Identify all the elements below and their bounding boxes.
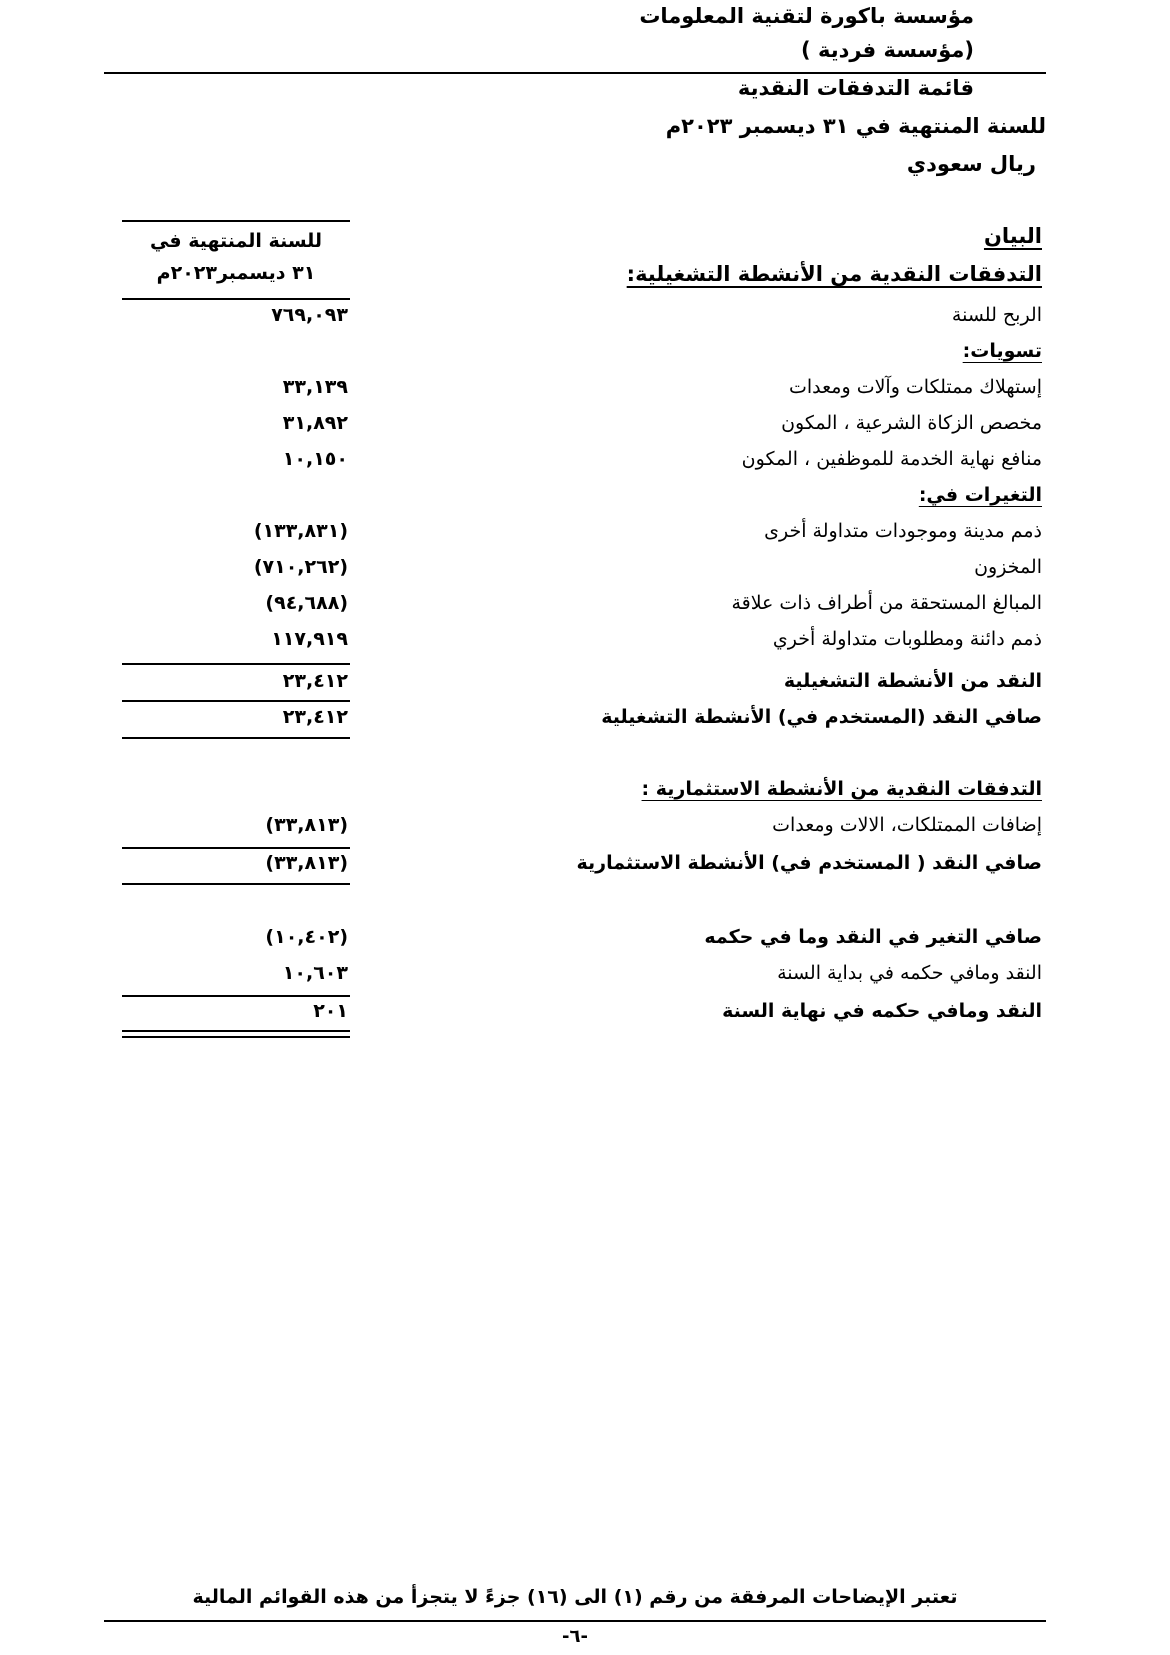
entity-type: (مؤسسة فردية ) <box>801 38 974 62</box>
payables-value: ١١٧,٩١٩ <box>271 628 348 650</box>
opening-cash-label: النقد ومافي حكمه في بداية السنة <box>777 962 1042 984</box>
page-number: -٦- <box>562 1626 588 1647</box>
net-investing-label: صافي النقد ( المستخدم في) الأنشطة الاستثمارية <box>576 852 1042 874</box>
receivables-value: (١٣٣,٨٣١) <box>253 520 348 542</box>
statement-period: للسنة المنتهية في ٣١ ديسمبر ٢٠٢٣م <box>665 114 1046 138</box>
changes-heading: التغيرات في: <box>918 484 1042 506</box>
payables-label: ذمم دائنة ومطلوبات متداولة أخري <box>772 628 1042 650</box>
header-divider <box>104 72 1046 74</box>
eosb-label: منافع نهاية الخدمة للموظفين ، المكون <box>741 448 1042 470</box>
net-investing-value: (٣٣,٨١٣) <box>265 852 348 874</box>
related-parties-value: (٩٤,٦٨٨) <box>265 592 348 614</box>
double-underline-bottom <box>122 1036 350 1038</box>
period-column-header-line2: ٣١ ديسمبر٢٠٢٣م <box>156 262 316 284</box>
period-column-header-line1: للسنة المنتهية في <box>149 230 323 252</box>
footer-divider <box>104 1620 1046 1622</box>
net-change-value: (١٠,٤٠٢) <box>265 926 348 948</box>
depreciation-label: إستهلاك ممتلكات وآلات ومعدات <box>789 376 1042 398</box>
inventory-value: (٧١٠,٢٦٢) <box>253 556 348 578</box>
period-column-header-underline <box>122 298 350 300</box>
double-underline-top <box>122 1030 350 1032</box>
operating-heading: التدفقات النقدية من الأنشطة التشغيلية: <box>626 262 1042 286</box>
net-change-label: صافي التغير في النقد وما في حكمه <box>704 926 1042 948</box>
closing-cash-value: ٢٠١ <box>313 1000 348 1022</box>
subtotal-line <box>122 663 350 665</box>
currency-label: ريال سعودي <box>906 152 1036 176</box>
zakat-value: ٣١,٨٩٢ <box>282 412 348 434</box>
company-name: مؤسسة باكورة لتقنية المعلومات <box>639 4 974 28</box>
profit-value: ٧٦٩,٠٩٣ <box>271 304 348 326</box>
cash-from-operations-value: ٢٣,٤١٢ <box>282 670 348 692</box>
net-operating-value: ٢٣,٤١٢ <box>282 706 348 728</box>
adjustments-heading: تسويات: <box>962 340 1042 362</box>
depreciation-value: ٣٣,١٣٩ <box>282 376 348 398</box>
zakat-label: مخصص الزكاة الشرعية ، المكون <box>781 412 1042 434</box>
closing-cash-label: النقد ومافي حكمه في نهاية السنة <box>722 1000 1042 1022</box>
profit-label: الربح للسنة <box>951 304 1042 326</box>
additions-value: (٣٣,٨١٣) <box>265 814 348 836</box>
footer-note: تعتبر الإيضاحات المرفقة من رقم (١) الى (١٦) جزءً لا يتجزأ من هذه القوائم المالية <box>192 1586 958 1608</box>
related-parties-label: المبالغ المستحقة من أطراف ذات علاقة <box>731 592 1042 614</box>
eosb-value: ١٠,١٥٠ <box>282 448 348 470</box>
receivables-label: ذمم مدينة وموجودات متداولة أخرى <box>764 520 1042 542</box>
cash-from-operations-label: النقد من الأنشطة التشغيلية <box>783 670 1042 692</box>
period-column-top-line <box>122 220 350 222</box>
subtotal-line <box>122 847 350 849</box>
opening-cash-value: ١٠,٦٠٣ <box>282 962 348 984</box>
subtotal-line <box>122 995 350 997</box>
investing-heading: التدفقات النقدية من الأنشطة الاستثمارية : <box>641 778 1042 800</box>
total-line <box>122 883 350 885</box>
description-column-header: البيان <box>983 224 1042 248</box>
additions-label: إضافات الممتلكات، الالات ومعدات <box>772 814 1042 836</box>
statement-title: قائمة التدفقات النقدية <box>737 76 974 100</box>
net-operating-label: صافي النقد (المستخدم في) الأنشطة التشغيلية <box>601 706 1042 728</box>
total-line <box>122 737 350 739</box>
subtotal-line <box>122 700 350 702</box>
inventory-label: المخزون <box>974 556 1042 578</box>
